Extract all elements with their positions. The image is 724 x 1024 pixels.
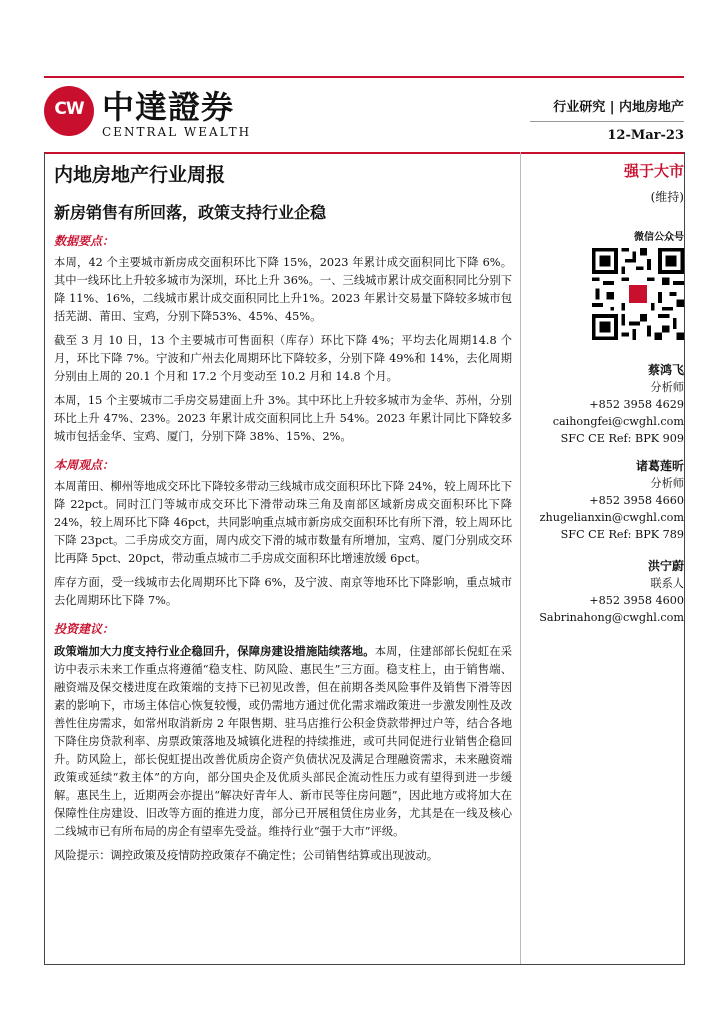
contact-name: 洪宁蔚 [647,559,684,573]
contact-card [539,558,684,626]
main-content [54,232,512,871]
analyst-email[interactable]: caihongfei@cwghl.com [552,415,684,428]
contact-email[interactable]: Sabrinahong@cwghl.com [539,611,684,624]
header-divider [530,121,684,122]
analyst-card [540,458,684,543]
logo-badge-text: CW [54,99,84,119]
analyst-phone: +852 3958 4660 [589,494,684,507]
analyst-role: 分析师 [650,477,684,490]
analyst-sfc-ref: SFC CE Ref: BPK 789 [560,528,684,541]
company-logo [44,84,254,144]
report-title: 内地房地产行业周报 [54,164,226,186]
data-paragraph-1: 本周，42 个主要城市新房成交面积环比下降 15%，2023 年累计成交面积同比下降 6%。其中一线环比上升较多城市为深圳，环比上升 36%。一、三线城市累计成交面积同比分别下降 11%、16%，二线城市累计成交面积同比上升1%。2023 年累计交易量下降较多城市包括芜湖、莆田、宝鸡，分别下降53%、45%、45%。 [54,256,512,323]
rating-note: (维持) [650,190,684,204]
weekly-view-heading: 本周观点： [54,458,115,472]
view-paragraph-2: 库存方面，受一线城市去化周期环比下降 6%，及宁波、南京等地环比下降影响，重点城市去化周期环比下降 7%。 [54,576,512,607]
logo-english-name: CENTRAL WEALTH [102,125,252,139]
contact-role: 联系人 [650,577,684,590]
industry-rating: 强于大市 [623,162,684,180]
contact-phone: +852 3958 4600 [589,594,684,607]
header-top-rule [44,76,684,78]
analyst-phone: +852 3958 4629 [589,398,684,411]
wechat-qr-code [592,248,684,340]
logo-chinese-name: 中達證券 [102,88,235,126]
data-points-heading: 数据要点： [54,234,115,248]
analyst-card [553,362,684,447]
analyst-email[interactable]: zhugelianxin@cwghl.com [539,511,684,524]
data-paragraph-3: 本周，15 个主要城市二手房交易建面上升 3%。其中环比上升较多城市为金华、苏州，分别环比上升 47%、23%。2023 年累计成交面积同比上升 54%。2023 年累计同比下降较多城市包括金华、宝鸡、厦门，分别下降 38%、15%、2%。 [54,394,512,443]
analyst-name: 蔡鸿飞 [647,363,684,377]
content-frame-left [44,152,45,964]
data-paragraph-2: 截至 3 月 10 日，13 个主要城市可售面积（库存）环比下降 4%；平均去化周期14.8 个月，环比下降 7%。宁波和广州去化周期环比下降较多，分别下降 49%和 14%，去化周期分别由上周的 20.1 个月和 17.2 个月变动至 10.2 月和 14.8 个月。 [54,334,512,383]
investment-paragraph [54,642,512,841]
wechat-label: 微信公众号 [634,232,684,243]
content-frame-bottom [44,964,685,965]
risk-warning: 风险提示：调控政策及疫情防控政策存不确定性；公司销售结算或出现波动。 [54,849,439,862]
investment-lead: 政策端加大力度支持行业企稳回升，保障房建设措施陆续落地。 [54,644,375,658]
report-subtitle: 新房销售有所回落，政策支持行业企稳 [54,203,327,222]
report-category: 行业研究 | 内地房地产 [553,100,684,115]
analyst-role: 分析师 [650,381,684,394]
content-frame-right [684,152,685,964]
report-date: 12-Mar-23 [607,128,684,143]
analyst-name: 诸葛莲昕 [635,459,684,473]
view-paragraph-1: 本周莆田、柳州等地成交环比下降较多带动三线城市成交面积环比下降 24%，较上周环比下降 22pct。同时江门等城市成交环比下滑带动珠三角及南部区域新房成交面积环比下降 24%，较上周环比下降 46pct，共同影响重点城市新房成交面积环比有所下滑，较上周环比下降 23pct。二手房成交方面，周内成交下滑的城市数量有所增加，宝鸡、厦门分别成交环比再降 5pct、20pct，带动重点城市二手房成交面积环比增速放缓 6pct。 [54,480,512,565]
column-separator [520,152,521,964]
investment-body: 本周，住建部部长倪虹在采访中表示未来工作重点将遵循“稳支柱、防风险、惠民生”三方面。稳支柱上，由于销售端、融资端及保交楼进度在政策端的支持下已初见改善，但在前期各类风险事件及销售下滑等因素的影响下，市场主体信心恢复较慢，或仍需地方通过优化需求端政策进一步激发刚性及改善性住房需求，如常州取消新房 2 年限售期、驻马店推行公积金贷款带押过户等，结合各地下降住房贷款利率、房票政策落地及城镇化进程的持续推进，或可共同促进行业销售企稳回升。防风险上，部长倪虹提出改善优质房企资产负债状况及满足合理融资需求，未来融资端政策或延续“救主体”的方向，部分国央企及优质头部民企流动性压力或有望得到进一步缓解。惠民生上，近期两会亦提出“解决好青年人、新市民等住房问题”，因此地方或将加大在保障性住房建设、旧改等方面的推进力度，部分已开展租赁住房业务，尤其是在一线及核心二线城市已有所布局的房企有望率先受益。维持行业“强于大市”评级。 [54,645,512,838]
analyst-sfc-ref: SFC CE Ref: BPK 909 [560,432,684,445]
investment-advice-heading: 投资建议： [54,622,115,636]
content-frame-top [44,152,684,154]
